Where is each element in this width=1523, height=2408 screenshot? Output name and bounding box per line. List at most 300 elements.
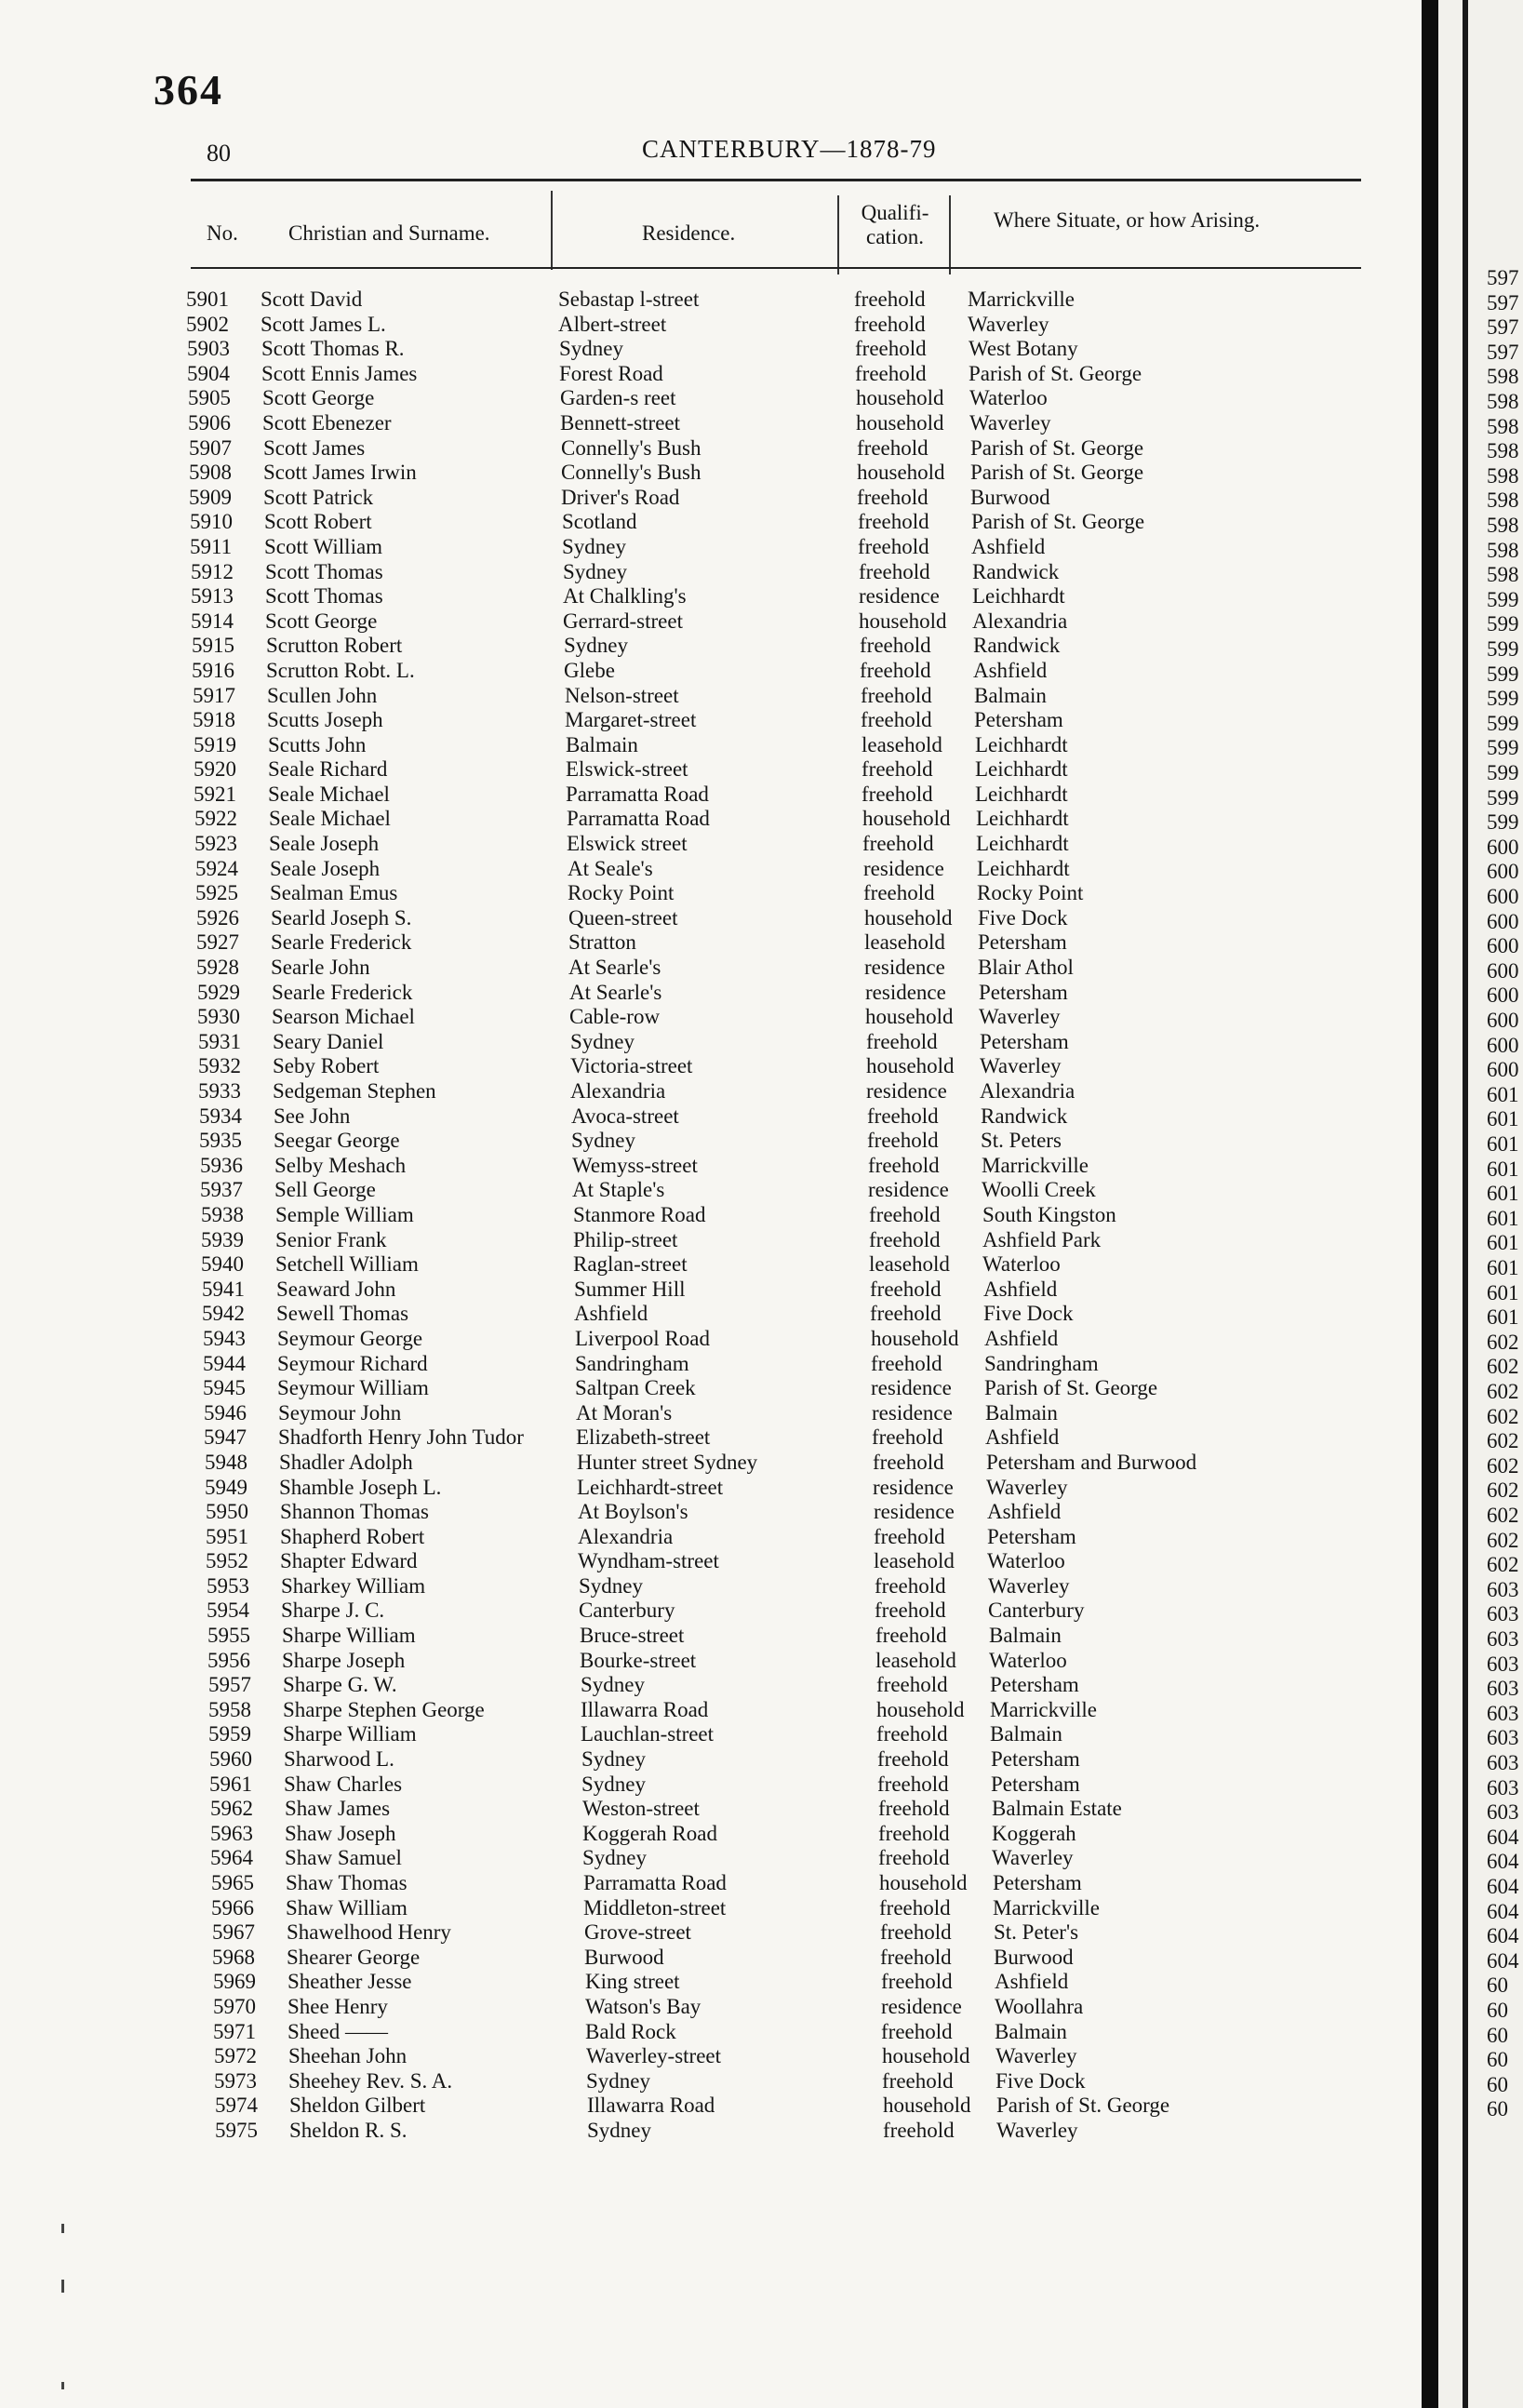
entry-qualification: leasehold — [869, 1252, 950, 1277]
entry-qualification: freehold — [860, 634, 931, 658]
entry-residence: Rocky Point — [568, 881, 675, 905]
entry-name: Scutts Joseph — [267, 708, 383, 732]
table-row — [0, 1079, 1423, 1104]
adjacent-page-number-fragment: 598 — [1487, 439, 1519, 463]
entry-name: Seymour William — [277, 1376, 429, 1400]
table-row — [0, 1525, 1423, 1550]
entry-name: Shadler Adolph — [279, 1450, 413, 1474]
entry-name: Sheather Jesse — [287, 1970, 412, 1994]
entry-qualification: freehold — [878, 1821, 950, 1845]
entry-qualification: freehold — [880, 1945, 952, 1969]
entry-name: Seale Richard — [268, 757, 388, 782]
adjacent-page-number-fragment: 60 — [1487, 1999, 1508, 2022]
table-row — [0, 1747, 1423, 1773]
entry-name: Sheed —— — [287, 2019, 388, 2043]
column-header-where: Where Situate, or how Arising. — [994, 208, 1261, 232]
table-row — [0, 733, 1423, 758]
entry-where-situate: Petersham — [987, 1524, 1076, 1548]
entry-number: 5906 — [188, 410, 231, 435]
entry-where-situate: Balmain — [989, 1624, 1062, 1648]
adjacent-page-number-fragment: 600 — [1487, 1033, 1519, 1057]
adjacent-page-number-fragment: 601 — [1487, 1256, 1519, 1279]
entry-number: 5921 — [194, 782, 236, 806]
adjacent-page-number-fragment: 602 — [1487, 1478, 1519, 1503]
entry-qualification: household — [882, 2044, 970, 2068]
entry-number: 5933 — [198, 1079, 241, 1103]
entry-qualification: freehold — [863, 881, 935, 905]
entry-number: 5965 — [211, 1871, 254, 1894]
table-row — [0, 1698, 1423, 1723]
table-row — [0, 1302, 1423, 1327]
entry-name: Shaw Joseph — [285, 1821, 396, 1845]
entry-residence: Sebastap l-street — [558, 288, 700, 311]
entry-residence: Ashfield — [574, 1302, 648, 1326]
entry-name: Seary Daniel — [273, 1029, 384, 1053]
entry-qualification: household — [865, 1005, 954, 1029]
scan-specks — [61, 2224, 64, 2391]
table-row — [0, 411, 1423, 436]
entry-residence: At Seale's — [568, 856, 653, 880]
entry-where-situate: Balmain — [985, 1400, 1058, 1425]
entry-where-situate: Five Dock — [978, 905, 1068, 930]
entry-name: Sheehan John — [288, 2044, 407, 2068]
entry-where-situate: Waverley — [968, 312, 1049, 336]
entry-name: Sheehey Rev. S. A. — [288, 2068, 453, 2093]
entry-qualification: freehold — [862, 832, 934, 856]
adjacent-page-number-fragment: 602 — [1487, 1355, 1519, 1379]
adjacent-page-number-fragment: 599 — [1487, 810, 1519, 835]
entry-residence: Wyndham-street — [578, 1549, 719, 1573]
entry-residence: Lauchlan-street — [581, 1722, 715, 1746]
adjacent-page-number-fragment: 600 — [1487, 885, 1519, 908]
adjacent-page-number-fragment: 60 — [1487, 2023, 1508, 2047]
entry-name: Scrutton Robert — [266, 634, 403, 658]
entry-number: 5972 — [214, 2044, 257, 2068]
entry-residence: Sydney — [579, 1573, 643, 1598]
entry-qualification: freehold — [869, 1202, 941, 1226]
entry-number: 5901 — [186, 288, 229, 311]
adjacent-page-number-fragment: 604 — [1487, 1825, 1519, 1849]
entry-residence: Parramatta Road — [583, 1871, 727, 1894]
entry-number: 5941 — [202, 1277, 245, 1301]
entry-where-situate: Balmain — [995, 2019, 1067, 2043]
table-row — [0, 981, 1423, 1006]
entry-where-situate: Balmain Estate — [992, 1797, 1122, 1821]
table-row — [0, 1822, 1423, 1847]
entry-qualification: freehold — [857, 485, 928, 509]
entry-name: Shearer George — [287, 1945, 421, 1969]
entry-name: Searld Joseph S. — [271, 905, 412, 930]
entry-where-situate: West Botany — [969, 337, 1078, 361]
entry-qualification: household — [859, 609, 947, 633]
entry-qualification: freehold — [881, 2019, 953, 2043]
entry-residence: Stratton — [568, 930, 636, 955]
entry-residence: Gerrard-street — [563, 609, 683, 633]
adjacent-page-number-fragment: 599 — [1487, 785, 1519, 809]
entry-where-situate: Parish of St. George — [996, 2094, 1170, 2118]
entry-qualification: freehold — [854, 312, 926, 336]
table-row — [0, 584, 1423, 609]
adjacent-page-number-fragment: 599 — [1487, 637, 1519, 661]
entry-where-situate: Burwood — [970, 485, 1050, 509]
entry-residence: Hunter street Sydney — [577, 1450, 758, 1474]
entry-name: Sheldon Gilbert — [289, 2094, 426, 2118]
entry-number: 5964 — [210, 1846, 253, 1870]
entry-residence: At Moran's — [576, 1400, 673, 1425]
adjacent-page-number-fragment: 598 — [1487, 414, 1519, 438]
entry-qualification: freehold — [870, 1302, 942, 1326]
adjacent-page-number-fragment: 600 — [1487, 958, 1519, 983]
table-row — [0, 1104, 1423, 1130]
header-bottom-rule — [191, 267, 1361, 269]
entry-qualification: household — [883, 2094, 971, 2118]
entry-number: 5950 — [206, 1500, 248, 1524]
entry-where-situate: Petersham — [974, 708, 1063, 732]
entry-number: 5959 — [208, 1722, 251, 1746]
entry-residence: Grove-street — [584, 1920, 691, 1945]
entry-name: Scott George — [265, 609, 378, 633]
entry-name: Shadforth Henry John Tudor — [278, 1425, 524, 1450]
table-row — [0, 857, 1423, 882]
entry-qualification: residence — [864, 956, 945, 980]
entry-name: Searle Frederick — [271, 930, 412, 955]
entry-residence: At Boylson's — [578, 1500, 688, 1524]
entry-name: Scott William — [264, 534, 383, 558]
adjacent-page-number-fragment: 60 — [1487, 1973, 1508, 1998]
entry-residence: Elswick street — [567, 832, 688, 856]
entry-where-situate: Parish of St. George — [971, 510, 1145, 534]
entry-qualification: freehold — [872, 1425, 943, 1450]
entry-where-situate: Marrickville — [993, 1895, 1100, 1920]
entry-qualification: freehold — [875, 1624, 947, 1648]
entry-residence: Margaret-street — [565, 708, 697, 732]
entry-where-situate: Rocky Point — [977, 881, 1084, 905]
adjacent-page-number-fragment: 604 — [1487, 1948, 1519, 1973]
entry-name: Shawelhood Henry — [287, 1920, 451, 1945]
entry-number: 5911 — [190, 534, 233, 558]
entry-qualification: freehold — [854, 288, 926, 311]
table-row — [0, 1995, 1423, 2020]
entry-number: 5957 — [208, 1673, 251, 1697]
entry-number: 5943 — [203, 1326, 246, 1350]
entry-qualification: freehold — [882, 2068, 954, 2093]
entry-residence: Driver's Road — [561, 485, 680, 509]
entry-number: 5934 — [199, 1104, 242, 1128]
entry-number: 5966 — [211, 1895, 254, 1920]
table-row — [0, 1228, 1423, 1253]
entry-qualification: freehold — [883, 2118, 955, 2142]
entry-where-situate: Leichhardt — [975, 782, 1068, 806]
entry-residence: Burwood — [584, 1945, 664, 1969]
entry-qualification: freehold — [876, 1673, 948, 1697]
entry-where-situate: Petersham — [979, 980, 1068, 1004]
adjacent-page-number-fragment: 601 — [1487, 1157, 1519, 1181]
table-row — [0, 1649, 1423, 1674]
entry-name: Sheldon R. S. — [289, 2118, 407, 2142]
entry-where-situate: Ashfield — [985, 1425, 1060, 1450]
adjacent-page-number-fragment: 60 — [1487, 2097, 1508, 2121]
entry-qualification: residence — [865, 980, 946, 1004]
page-gutter — [1422, 0, 1438, 2408]
entry-qualification: leasehold — [875, 1648, 956, 1672]
entry-where-situate: Leichhardt — [976, 832, 1069, 856]
entry-residence: Alexandria — [570, 1079, 666, 1103]
sheet-number: 80 — [207, 140, 231, 167]
entry-where-situate: Sandringham — [984, 1351, 1099, 1375]
entry-residence: Sydney — [581, 1747, 646, 1772]
entry-name: Shannon Thomas — [280, 1500, 429, 1524]
entry-residence: Victoria-street — [570, 1054, 693, 1078]
entry-where-situate: Petersham — [990, 1673, 1079, 1697]
entry-name: Sewell Thomas — [276, 1302, 409, 1326]
entry-where-situate: Ashfield — [995, 1970, 1069, 1994]
adjacent-page-number-fragment: 601 — [1487, 1182, 1519, 1206]
entry-number: 5927 — [196, 930, 239, 955]
entry-where-situate: Randwick — [981, 1104, 1068, 1128]
adjacent-page-number-fragment: 60 — [1487, 2048, 1508, 2072]
table-row — [0, 757, 1423, 783]
table-row — [0, 1946, 1423, 1971]
entry-residence: Balmain — [566, 732, 638, 756]
table-row — [0, 906, 1423, 931]
adjacent-page-number-fragment: 60 — [1487, 2072, 1508, 2096]
entry-residence: Scotland — [562, 510, 637, 534]
entry-qualification: freehold — [861, 683, 932, 707]
table-row — [0, 313, 1423, 338]
entry-number: 5942 — [202, 1302, 245, 1326]
table-row — [0, 1252, 1423, 1278]
entry-name: Scott Robert — [264, 510, 372, 534]
entry-where-situate: Waverley — [979, 1005, 1061, 1029]
entry-number: 5926 — [196, 905, 239, 930]
entry-qualification: freehold — [867, 1104, 939, 1128]
adjacent-page-number-fragment: 597 — [1487, 290, 1519, 314]
entry-where-situate: Leichhardt — [977, 856, 1070, 880]
entry-name: Scott Thomas — [265, 584, 383, 609]
entry-name: Scott James — [263, 435, 366, 460]
table-row — [0, 2044, 1423, 2069]
entry-where-situate: Five Dock — [983, 1302, 1074, 1326]
table-row — [0, 1401, 1423, 1426]
table-row — [0, 930, 1423, 956]
entry-name: Scott Thomas — [265, 559, 383, 583]
entry-name: Searle Frederick — [272, 980, 413, 1004]
column-divider-qualification-where — [949, 195, 951, 274]
entry-number: 5904 — [187, 361, 230, 385]
entry-qualification: freehold — [880, 1920, 952, 1945]
entry-qualification: leasehold — [874, 1549, 955, 1573]
entry-number: 5938 — [201, 1202, 244, 1226]
adjacent-page-number-fragment: 599 — [1487, 687, 1519, 711]
entry-residence: Parramatta Road — [566, 782, 709, 806]
entry-number: 5956 — [207, 1648, 250, 1672]
table-row — [0, 2119, 1423, 2144]
entry-where-situate: Leichhardt — [975, 757, 1068, 782]
entry-where-situate: St. Peters — [981, 1129, 1062, 1153]
entry-name: Selby Meshach — [274, 1153, 407, 1177]
entry-number: 5973 — [214, 2068, 257, 2093]
adjacent-page-number-fragment: 603 — [1487, 1577, 1519, 1601]
entry-name: Seymour George — [277, 1326, 423, 1350]
entry-where-situate: Marrickville — [982, 1153, 1089, 1177]
entry-name: Sharpe William — [282, 1624, 416, 1648]
entry-qualification: freehold — [860, 658, 931, 682]
adjacent-page-number-fragment: 603 — [1487, 1701, 1519, 1725]
entry-residence: Waverley-street — [586, 2044, 722, 2068]
entry-number: 5939 — [201, 1227, 244, 1251]
table-row — [0, 1599, 1423, 1624]
entry-name: See John — [274, 1104, 351, 1128]
entry-qualification: residence — [866, 1079, 947, 1103]
entry-residence: Alexandria — [578, 1524, 674, 1548]
roll-entries — [0, 288, 1423, 2144]
entry-qualification: freehold — [878, 1846, 950, 1870]
entry-where-situate: Blair Athol — [978, 956, 1074, 980]
adjacent-page-number-fragment: 598 — [1487, 538, 1519, 562]
entry-number: 5946 — [204, 1400, 247, 1425]
adjacent-page-number-fragment: 604 — [1487, 1924, 1519, 1948]
table-row — [0, 832, 1423, 857]
adjacent-page-number-fragment: 600 — [1487, 983, 1519, 1008]
column-divider-residence-qualification — [837, 195, 839, 274]
table-row — [0, 1797, 1423, 1822]
entry-qualification: residence — [872, 1400, 953, 1425]
entry-number: 5944 — [203, 1351, 246, 1375]
table-row — [0, 1624, 1423, 1649]
entry-where-situate: Randwick — [972, 559, 1060, 583]
entry-qualification: freehold — [867, 1129, 939, 1153]
entry-name: Seby Robert — [273, 1054, 380, 1078]
adjacent-page-border — [1463, 0, 1468, 2408]
entry-residence: Queen-street — [568, 905, 678, 930]
entry-where-situate: Parish of St. George — [970, 435, 1144, 460]
entry-name: Shaw Thomas — [286, 1871, 407, 1894]
header-top-rule — [191, 179, 1361, 181]
entry-where-situate: Waverley — [986, 1475, 1068, 1499]
entry-name: Shapter Edward — [280, 1549, 418, 1573]
entry-residence: Sydney — [562, 534, 626, 558]
entry-where-situate: Petersham — [991, 1747, 1080, 1772]
table-row — [0, 1970, 1423, 1995]
entry-where-situate: Ashfield — [987, 1500, 1062, 1524]
adjacent-page-number-fragment: 601 — [1487, 1305, 1519, 1330]
entry-where-situate: Waterloo — [989, 1648, 1067, 1672]
entry-number: 5955 — [207, 1624, 250, 1648]
table-row — [0, 2020, 1423, 2045]
entry-name: Sedgeman Stephen — [273, 1079, 436, 1103]
entry-where-situate: Marrickville — [968, 288, 1075, 311]
entry-number: 5923 — [194, 832, 237, 856]
entry-where-situate: Alexandria — [980, 1079, 1075, 1103]
entry-qualification: household — [862, 807, 951, 831]
entry-where-situate: Petersham — [980, 1029, 1069, 1053]
entry-number: 5945 — [203, 1376, 246, 1400]
entry-residence: Illawarra Road — [587, 2094, 715, 2118]
entry-name: Seegar George — [274, 1129, 400, 1153]
entry-where-situate: Woollahra — [995, 1994, 1084, 2018]
column-header-name: Christian and Surname. — [288, 221, 490, 245]
table-row — [0, 535, 1423, 560]
table-row — [0, 881, 1423, 906]
entry-name: Shaw James — [285, 1797, 391, 1821]
table-row — [0, 659, 1423, 684]
column-header-qualification-line1: Qualifi- — [861, 201, 929, 224]
entry-where-situate: Parish of St. George — [969, 361, 1142, 385]
entry-number: 5903 — [187, 337, 230, 361]
entry-where-situate: Waverley — [996, 2118, 1078, 2142]
adjacent-page-number-fragment: 601 — [1487, 1231, 1519, 1255]
entry-where-situate: Parish of St. George — [984, 1376, 1158, 1400]
entry-qualification: freehold — [879, 1895, 951, 1920]
entry-residence: Sydney — [581, 1772, 646, 1796]
adjacent-page-number-fragment: 602 — [1487, 1528, 1519, 1552]
entry-residence: Bourke-street — [580, 1648, 697, 1672]
adjacent-page-number-fragment: 603 — [1487, 1602, 1519, 1626]
adjacent-page-number-fragment: 604 — [1487, 1850, 1519, 1874]
entry-number: 5969 — [213, 1970, 256, 1994]
table-row — [0, 2094, 1423, 2119]
entry-residence: At Chalkling's — [563, 584, 687, 609]
entry-qualification: freehold — [862, 757, 933, 782]
table-row — [0, 1278, 1423, 1303]
entry-residence: Canterbury — [579, 1599, 675, 1623]
entry-qualification: freehold — [877, 1772, 949, 1796]
table-row — [0, 1352, 1423, 1377]
entry-number: 5917 — [193, 683, 235, 707]
entry-where-situate: Parish of St. George — [970, 461, 1144, 485]
entry-number: 5940 — [201, 1252, 244, 1277]
table-row — [0, 634, 1423, 659]
entry-number: 5975 — [215, 2118, 258, 2142]
entry-qualification: residence — [871, 1376, 952, 1400]
entry-number: 5920 — [194, 757, 236, 782]
entry-residence: Forest Road — [559, 361, 663, 385]
entry-number: 5951 — [206, 1524, 248, 1548]
entry-name: Scott David — [261, 288, 363, 311]
adjacent-page-number-fragment: 600 — [1487, 1058, 1519, 1082]
entry-where-situate: Petersham — [991, 1772, 1080, 1796]
entry-name: Scott George — [262, 386, 375, 410]
entry-where-situate: Petersham — [993, 1871, 1082, 1894]
adjacent-page-edge — [1438, 0, 1523, 2408]
entry-qualification: freehold — [875, 1599, 946, 1623]
entry-qualification: freehold — [862, 782, 933, 806]
entry-number: 5932 — [198, 1054, 241, 1078]
adjacent-page-number-fragment: 602 — [1487, 1429, 1519, 1453]
entry-where-situate: Burwood — [994, 1945, 1074, 1969]
entry-where-situate: Five Dock — [995, 2068, 1086, 2093]
entry-number: 5961 — [209, 1772, 252, 1796]
entry-qualification: freehold — [878, 1797, 950, 1821]
entry-number: 5912 — [191, 559, 234, 583]
entry-qualification: household — [866, 1054, 955, 1078]
entry-residence: Bald Rock — [585, 2019, 676, 2043]
entry-name: Seale Joseph — [270, 856, 381, 880]
entry-qualification: freehold — [877, 1747, 949, 1772]
entry-name: Seale Michael — [268, 782, 390, 806]
table-row — [0, 461, 1423, 486]
entry-number: 5905 — [188, 386, 231, 410]
entry-name: Sell George — [274, 1178, 376, 1202]
table-row — [0, 288, 1423, 313]
entry-number: 5924 — [195, 856, 238, 880]
entry-qualification: freehold — [876, 1722, 948, 1746]
adjacent-page-number-fragment: 603 — [1487, 1800, 1519, 1825]
entry-residence: Watson's Bay — [585, 1994, 701, 2018]
table-row — [0, 386, 1423, 411]
entry-where-situate: Petersham — [978, 930, 1067, 955]
entry-qualification: residence — [868, 1178, 949, 1202]
